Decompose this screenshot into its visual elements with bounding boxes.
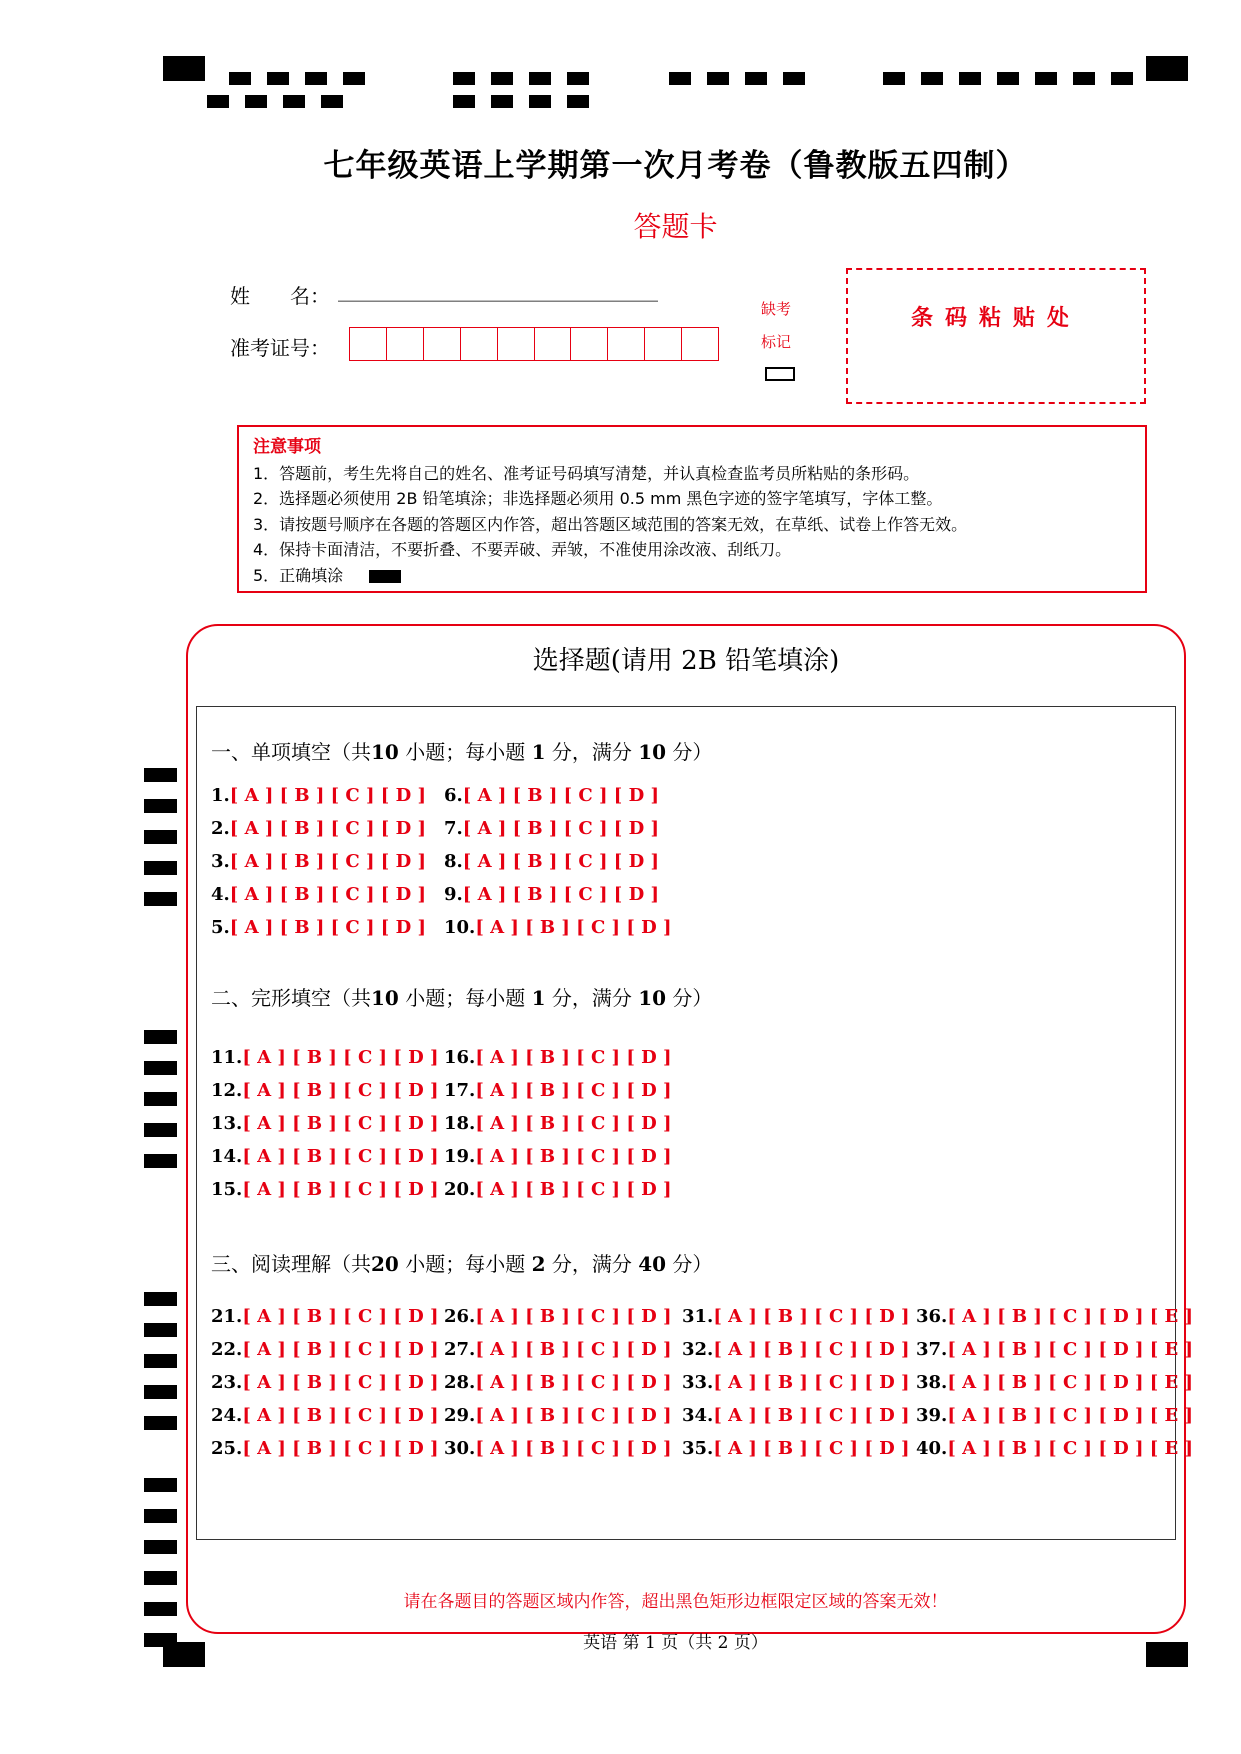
question-number: 4. — [211, 884, 230, 905]
name-label: 姓 名： — [230, 284, 330, 308]
option-bubbles[interactable]: [ A ] [ B ] [ C ] [ D ] [ E ] — [947, 1405, 1194, 1426]
timing-mark — [283, 95, 305, 108]
question-28[interactable] — [444, 1372, 672, 1393]
timing-mark — [321, 95, 343, 108]
question-number: 6. — [444, 785, 463, 806]
filled-sample — [369, 570, 401, 583]
question-33[interactable] — [682, 1372, 910, 1393]
option-bubbles[interactable]: [ A ] [ B ] [ C ] [ D ] — [229, 917, 426, 938]
option-bubbles[interactable]: [ A ] [ B ] [ C ] [ D ] — [242, 1372, 439, 1393]
timing-mark — [144, 892, 177, 906]
timing-mark — [921, 72, 943, 85]
option-bubbles[interactable]: [ A ] [ B ] [ C ] [ D ] — [475, 1080, 672, 1101]
timing-mark — [144, 1061, 177, 1075]
question-number: 39. — [916, 1405, 948, 1426]
choice-section-title: 选择题(请用 2B 铅笔填涂) — [532, 646, 840, 676]
timing-mark — [529, 95, 551, 108]
timing-mark — [959, 72, 981, 85]
question-number: 14. — [211, 1146, 243, 1167]
option-bubbles[interactable]: [ A ] [ B ] [ C ] [ D ] — [242, 1146, 439, 1167]
question-number: 15. — [211, 1179, 243, 1200]
footer-note: 请在各题目的答题区域内作答，超出黑色矩形边框限定区域的答案无效！ — [403, 1592, 948, 1612]
question-11[interactable] — [211, 1047, 439, 1068]
question-19[interactable] — [444, 1146, 672, 1167]
timing-mark — [144, 1540, 177, 1554]
option-bubbles[interactable]: [ A ] [ B ] [ C ] [ D ] — [475, 1339, 672, 1360]
barcode-label: 条码粘贴处 — [910, 305, 1081, 331]
timing-mark — [144, 768, 177, 782]
page-number: 英语 第 1 页（共 2 页） — [583, 1633, 768, 1653]
question-number: 21. — [211, 1306, 243, 1327]
option-bubbles[interactable]: [ A ] [ B ] [ C ] [ D ] — [462, 818, 659, 839]
question-36[interactable] — [916, 1306, 1193, 1327]
question-20[interactable] — [444, 1179, 672, 1200]
question-34[interactable] — [682, 1405, 910, 1426]
notice-item: 4．保持卡面清洁，不要折叠、不要弄破、弄皱，不准使用涂改液、刮纸刀。 — [253, 540, 792, 559]
option-bubbles[interactable]: [ A ] [ B ] [ C ] [ D ] — [242, 1405, 439, 1426]
timing-mark — [144, 799, 177, 813]
timing-mark — [163, 56, 205, 81]
question-35[interactable] — [682, 1438, 910, 1459]
question-27[interactable] — [444, 1339, 672, 1360]
option-bubbles[interactable]: [ A ] [ B ] [ C ] [ D ] — [475, 1047, 672, 1068]
timing-mark — [144, 1385, 177, 1399]
timing-mark — [707, 72, 729, 85]
option-bubbles[interactable]: [ A ] [ B ] [ C ] [ D ] — [229, 884, 426, 905]
option-bubbles[interactable]: [ A ] [ B ] [ C ] [ D ] — [475, 1179, 672, 1200]
question-number: 25. — [211, 1438, 243, 1459]
timing-mark — [567, 72, 589, 85]
timing-mark — [997, 72, 1019, 85]
option-bubbles[interactable]: [ A ] [ B ] [ C ] [ D ] — [475, 1306, 672, 1327]
part1-heading: 一、单项填空（共10 小题；每小题 1 分，满分 10 分） — [211, 740, 713, 764]
option-bubbles[interactable]: [ A ] [ B ] [ C ] [ D ] [ E ] — [947, 1339, 1194, 1360]
timing-mark — [144, 1092, 177, 1106]
question-1[interactable] — [211, 785, 426, 806]
timing-mark — [567, 95, 589, 108]
question-16[interactable] — [444, 1047, 672, 1068]
timing-mark — [1146, 56, 1188, 81]
timing-mark — [245, 95, 267, 108]
option-bubbles[interactable]: [ A ] [ B ] [ C ] [ D ] — [475, 1372, 672, 1393]
question-number: 29. — [444, 1405, 476, 1426]
question-23[interactable] — [211, 1372, 439, 1393]
timing-mark — [144, 1030, 177, 1044]
question-2[interactable] — [211, 818, 426, 839]
page-title: 七年级英语上学期第一次月考卷（鲁教版五四制） — [323, 148, 1028, 184]
question-5[interactable] — [211, 917, 426, 938]
name-line[interactable]: ________________________________ — [338, 278, 658, 302]
question-38[interactable] — [916, 1372, 1193, 1393]
id-number-boxes[interactable] — [349, 327, 719, 361]
option-bubbles[interactable]: [ A ] [ B ] [ C ] [ D ] — [462, 785, 659, 806]
timing-mark — [144, 1571, 177, 1585]
question-number: 36. — [916, 1306, 948, 1327]
option-bubbles[interactable]: [ A ] [ B ] [ C ] [ D ] — [475, 1113, 672, 1134]
timing-mark — [453, 95, 475, 108]
question-8[interactable] — [444, 851, 659, 872]
option-bubbles[interactable]: [ A ] [ B ] [ C ] [ D ] — [242, 1179, 439, 1200]
question-22[interactable] — [211, 1339, 439, 1360]
question-number: 23. — [211, 1372, 243, 1393]
question-9[interactable] — [444, 884, 659, 905]
option-bubbles[interactable]: [ A ] [ B ] [ C ] [ D ] — [475, 1405, 672, 1426]
notice-item: 2．选择题必须使用 2B 铅笔填涂；非选择题必须用 0.5 mm 黑色字迹的签字笔填写，字体工整。 — [253, 489, 943, 508]
absent-label-1: 缺考 — [761, 300, 792, 318]
timing-mark — [207, 95, 229, 108]
option-bubbles[interactable]: [ A ] [ B ] [ C ] [ D ] — [713, 1405, 910, 1426]
option-bubbles[interactable]: [ A ] [ B ] [ C ] [ D ] — [242, 1047, 439, 1068]
timing-mark — [144, 1509, 177, 1523]
question-24[interactable] — [211, 1405, 439, 1426]
option-bubbles[interactable]: [ A ] [ B ] [ C ] [ D ] [ E ] — [947, 1306, 1194, 1327]
timing-mark — [144, 1154, 177, 1168]
question-18[interactable] — [444, 1113, 672, 1134]
timing-mark — [1111, 72, 1133, 85]
timing-mark — [883, 72, 905, 85]
question-14[interactable] — [211, 1146, 439, 1167]
timing-mark — [783, 72, 805, 85]
question-6[interactable] — [444, 785, 659, 806]
question-number: 7. — [444, 818, 463, 839]
question-17[interactable] — [444, 1080, 672, 1101]
question-number: 16. — [444, 1047, 476, 1068]
option-bubbles[interactable]: [ A ] [ B ] [ C ] [ D ] — [713, 1372, 910, 1393]
question-number: 33. — [682, 1372, 714, 1393]
option-bubbles[interactable]: [ A ] [ B ] [ C ] [ D ] — [475, 1146, 672, 1167]
absent-checkbox[interactable] — [765, 367, 795, 381]
question-31[interactable] — [682, 1306, 910, 1327]
question-number: 10. — [444, 917, 476, 938]
question-number: 30. — [444, 1438, 476, 1459]
timing-mark — [305, 72, 327, 85]
question-3[interactable] — [211, 851, 426, 872]
timing-mark — [144, 830, 177, 844]
option-bubbles[interactable]: [ A ] [ B ] [ C ] [ D ] — [713, 1339, 910, 1360]
timing-mark — [669, 72, 691, 85]
question-number: 22. — [211, 1339, 243, 1360]
question-number: 32. — [682, 1339, 714, 1360]
barcode-area — [846, 268, 1146, 404]
option-bubbles[interactable]: [ A ] [ B ] [ C ] [ D ] — [242, 1080, 439, 1101]
option-bubbles[interactable]: [ A ] [ B ] [ C ] [ D ] [ E ] — [947, 1372, 1194, 1393]
option-bubbles[interactable]: [ A ] [ B ] [ C ] [ D ] — [475, 1438, 672, 1459]
id-label: 准考证号： — [230, 336, 330, 360]
question-number: 12. — [211, 1080, 243, 1101]
timing-mark — [144, 861, 177, 875]
question-number: 3. — [211, 851, 230, 872]
question-26[interactable] — [444, 1306, 672, 1327]
question-number: 2. — [211, 818, 230, 839]
question-number: 31. — [682, 1306, 714, 1327]
question-number: 35. — [682, 1438, 714, 1459]
notice-item: 1．答题前，考生先将自己的姓名、准考证号码填写清楚，并认真检查监考员所粘贴的条形码。 — [253, 463, 920, 483]
question-13[interactable] — [211, 1113, 439, 1134]
question-number: 19. — [444, 1146, 476, 1167]
timing-mark — [1073, 72, 1095, 85]
question-37[interactable] — [916, 1339, 1193, 1360]
question-25[interactable] — [211, 1438, 439, 1459]
question-number: 40. — [916, 1438, 948, 1459]
part2-heading: 二、完形填空（共10 小题；每小题 1 分，满分 10 分） — [211, 986, 713, 1010]
timing-mark — [491, 95, 513, 108]
option-bubbles[interactable]: [ A ] [ B ] [ C ] [ D ] — [229, 785, 426, 806]
option-bubbles[interactable]: [ A ] [ B ] [ C ] [ D ] — [242, 1438, 439, 1459]
question-number: 17. — [444, 1080, 476, 1101]
option-bubbles[interactable]: [ A ] [ B ] [ C ] [ D ] — [462, 884, 659, 905]
timing-mark — [144, 1292, 177, 1306]
question-number: 28. — [444, 1372, 476, 1393]
question-15[interactable] — [211, 1179, 439, 1200]
question-30[interactable] — [444, 1438, 672, 1459]
timing-mark — [144, 1478, 177, 1492]
absent-label-2: 标记 — [761, 333, 792, 351]
option-bubbles[interactable]: [ A ] [ B ] [ C ] [ D ] [ E ] — [947, 1438, 1194, 1459]
question-40[interactable] — [916, 1438, 1193, 1459]
question-12[interactable] — [211, 1080, 439, 1101]
question-10[interactable] — [444, 917, 672, 938]
option-bubbles[interactable]: [ A ] [ B ] [ C ] [ D ] — [462, 851, 659, 872]
question-21[interactable] — [211, 1306, 439, 1327]
option-bubbles[interactable]: [ A ] [ B ] [ C ] [ D ] — [229, 818, 426, 839]
question-number: 5. — [211, 917, 230, 938]
question-number: 24. — [211, 1405, 243, 1426]
question-32[interactable] — [682, 1339, 910, 1360]
notice-box — [237, 425, 1147, 593]
question-number: 26. — [444, 1306, 476, 1327]
timing-mark — [491, 72, 513, 85]
question-number: 38. — [916, 1372, 948, 1393]
option-bubbles[interactable]: [ A ] [ B ] [ C ] [ D ] — [713, 1306, 910, 1327]
option-bubbles[interactable]: [ A ] [ B ] [ C ] [ D ] — [713, 1438, 910, 1459]
question-39[interactable] — [916, 1405, 1193, 1426]
timing-mark — [745, 72, 767, 85]
option-bubbles[interactable]: [ A ] [ B ] [ C ] [ D ] — [242, 1339, 439, 1360]
timing-mark — [529, 72, 551, 85]
timing-mark — [229, 72, 251, 85]
option-bubbles[interactable]: [ A ] [ B ] [ C ] [ D ] — [242, 1306, 439, 1327]
question-number: 1. — [211, 785, 230, 806]
timing-mark — [144, 1123, 177, 1137]
question-number: 9. — [444, 884, 463, 905]
question-29[interactable] — [444, 1405, 672, 1426]
question-4[interactable] — [211, 884, 426, 905]
notice-item: 5．正确填涂 — [253, 565, 344, 585]
timing-mark — [144, 1416, 177, 1430]
question-number: 11. — [211, 1047, 243, 1068]
timing-mark — [144, 1354, 177, 1368]
timing-mark — [1035, 72, 1057, 85]
page-subtitle: 答题卡 — [633, 210, 718, 243]
notice-item: 3．请按题号顺序在各题的答题区内作答，超出答题区域范围的答案无效，在草纸、试卷上作答无效。 — [253, 514, 968, 534]
question-number: 8. — [444, 851, 463, 872]
timing-mark — [343, 72, 365, 85]
option-bubbles[interactable]: [ A ] [ B ] [ C ] [ D ] — [242, 1113, 439, 1134]
part3-heading: 三、阅读理解（共20 小题；每小题 2 分，满分 40 分） — [211, 1252, 713, 1276]
question-number: 13. — [211, 1113, 243, 1134]
option-bubbles[interactable]: [ A ] [ B ] [ C ] [ D ] — [229, 851, 426, 872]
timing-mark — [453, 72, 475, 85]
question-number: 34. — [682, 1405, 714, 1426]
question-number: 27. — [444, 1339, 476, 1360]
question-7[interactable] — [444, 818, 659, 839]
question-number: 18. — [444, 1113, 476, 1134]
option-bubbles[interactable]: [ A ] [ B ] [ C ] [ D ] — [475, 917, 672, 938]
notice-heading: 注意事项 — [253, 437, 321, 457]
question-number: 20. — [444, 1179, 476, 1200]
question-number: 37. — [916, 1339, 948, 1360]
timing-mark — [267, 72, 289, 85]
timing-mark — [144, 1323, 177, 1337]
